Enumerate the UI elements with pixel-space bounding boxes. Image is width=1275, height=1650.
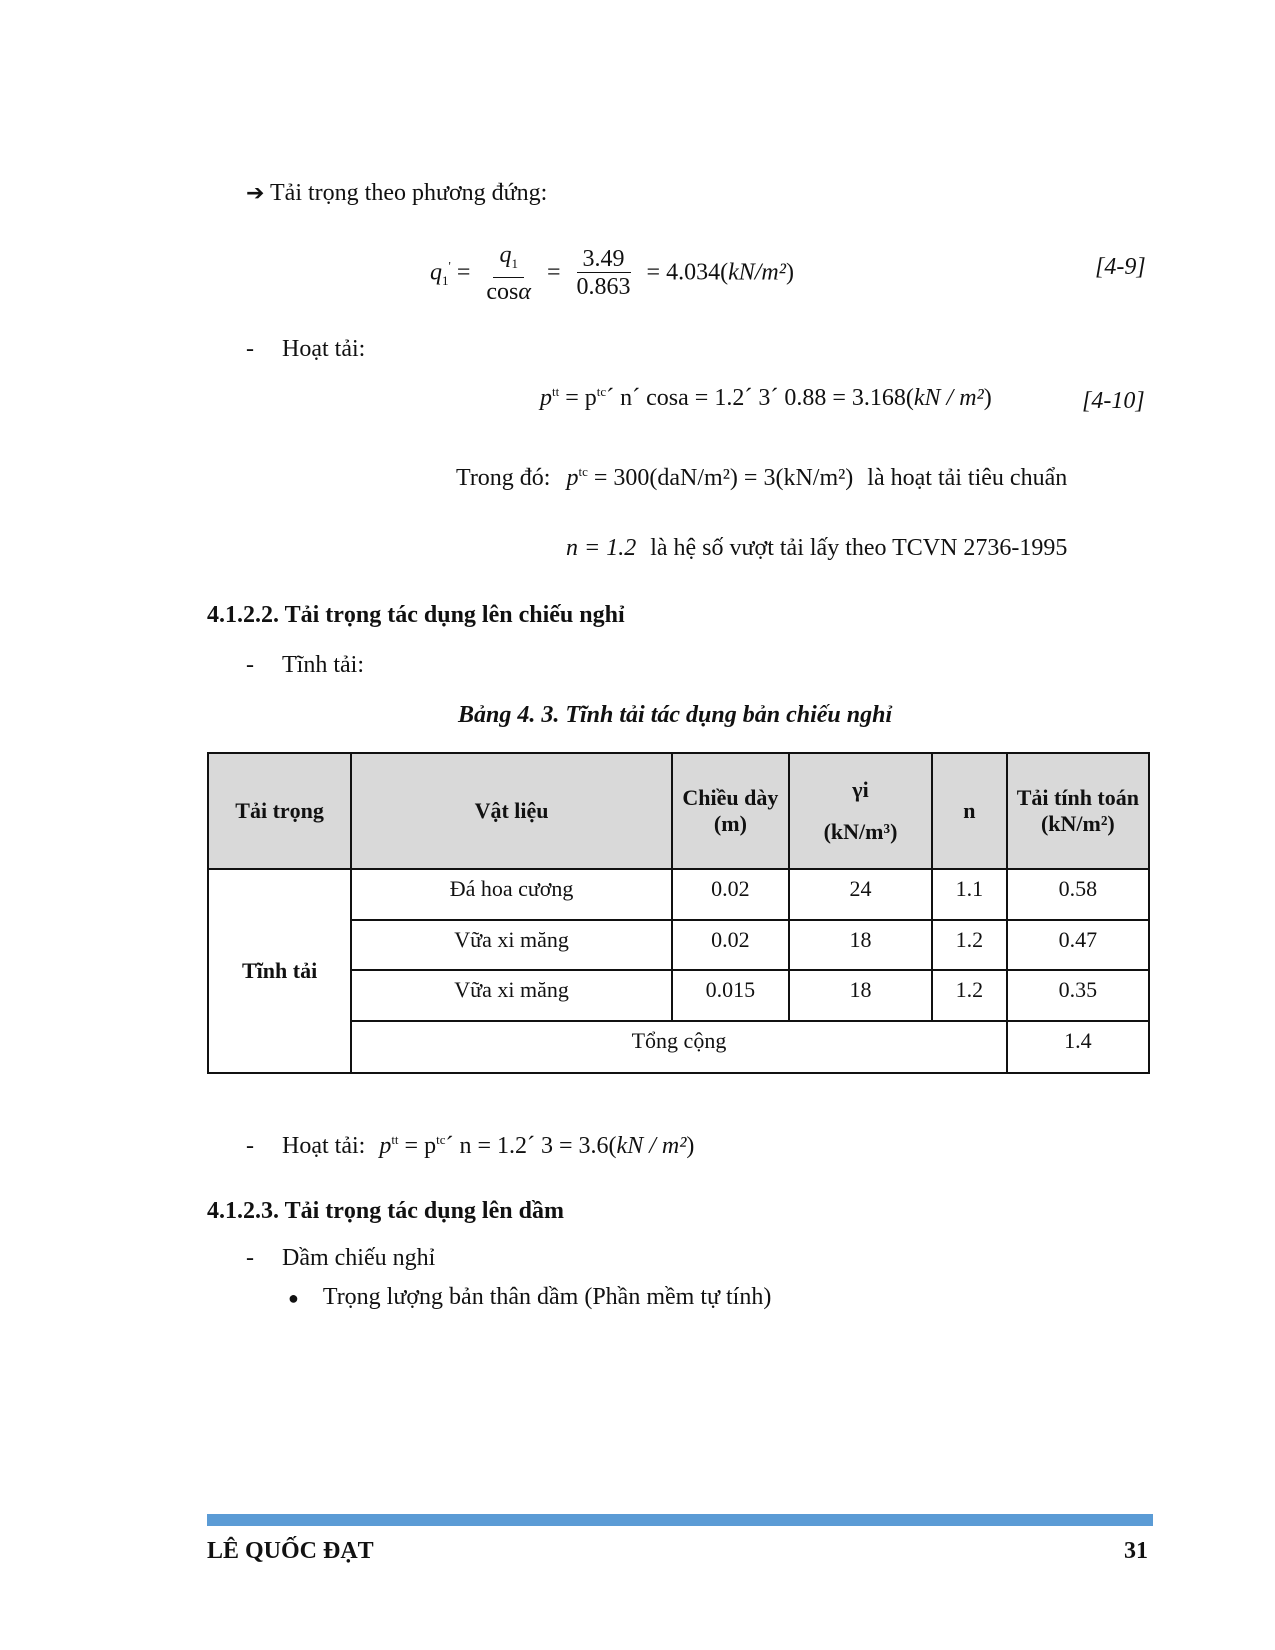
cell-load: 0.58: [1007, 869, 1149, 920]
equation-ref-4-10: [4-10]: [1082, 388, 1145, 414]
live-load-landing-line: - Hoạt tải: $p^{tt}$ = $p^{tc}´$ n = 1.2´ 3 = 3.6(kN / m²): [246, 1132, 695, 1159]
where-line: Trong đó: $p^{tc} = 300(daN/m^2) = 3(kN/m^2)$ là hoạt tải tiêu chuẩn: [456, 464, 1068, 491]
page-number: 31: [1124, 1538, 1148, 1564]
cell-gamma: 18: [789, 970, 932, 1021]
header-design-load: Tải tính toán (kN/m²): [1007, 753, 1149, 869]
total-label: Tổng cộng: [351, 1021, 1007, 1073]
header-material: Vật liệu: [351, 753, 672, 869]
equation-4-9: $q_1'$ = $\frac{q_1}{\cos\alpha}$ = $\frac{3.49}{0.863}$ = 4.034(kN/m²): [430, 242, 794, 305]
table-caption: Bảng 4. 3. Tĩnh tải tác dụng bản chiếu nghỉ: [458, 702, 893, 728]
self-weight-bullet: ● Trọng lượng bản thân dầm (Phần mềm tự tính): [288, 1284, 772, 1310]
dead-load-item: [246, 652, 364, 679]
dash-bullet: -: [246, 1133, 254, 1159]
fraction-q-cos: $\frac{q_1}{\cos\alpha}$: [486, 242, 531, 305]
header-n: n: [932, 753, 1007, 869]
cell-n: 1.2: [932, 920, 1007, 970]
bullet-dot-icon: ●: [288, 1288, 299, 1308]
landing-beam-item: - Dầm chiếu nghỉ: [246, 1245, 436, 1271]
table-row: [208, 869, 1149, 920]
dead-load-table: [207, 752, 1150, 1074]
section-heading-4-1-2-3: 4.1.2.3. Tải trọng tác dụng lên dầm: [207, 1198, 564, 1224]
live-load-item: [246, 336, 365, 363]
footer-bar: [207, 1514, 1153, 1526]
cell-thickness: 0.02: [672, 920, 789, 970]
header-unit-weight: γi (kN/m³): [789, 753, 932, 869]
vertical-load-line: [246, 180, 547, 207]
header-thickness: Chiều dày (m): [672, 753, 789, 869]
equation-ref-4-9: [4-9]: [1095, 254, 1146, 280]
equation-4-10: $p^{tt}$ = $p^{tc}´$ n´ cosa = 1.2´ 3´ 0.88 = 3.168(kN / m²): [540, 384, 992, 411]
cell-material: Đá hoa cương: [351, 869, 672, 920]
live-load-label: Hoạt tải:: [282, 336, 366, 362]
dead-load-label: Tĩnh tải:: [282, 652, 364, 678]
cell-thickness: 0.02: [672, 869, 789, 920]
fraction-values: $\frac{3.49}{0.863}$: [576, 246, 631, 301]
dash-bullet: -: [246, 652, 254, 678]
overload-factor-line: n = 1.2 là hệ số vượt tải lấy theo TCVN 2736-1995: [566, 535, 1068, 561]
group-dead-load: Tĩnh tải: [208, 869, 351, 1073]
right-arrow-icon: ➔: [246, 181, 265, 206]
header-load-type: Tải trọng: [208, 753, 351, 869]
cell-load: 0.35: [1007, 970, 1149, 1021]
cell-thickness: 0.015: [672, 970, 789, 1021]
section-heading-4-1-2-2: 4.1.2.2. Tải trọng tác dụng lên chiếu nghỉ: [207, 602, 625, 628]
cell-material: Vữa xi măng: [351, 920, 672, 970]
table-header-row: [208, 753, 1149, 869]
cell-load: 0.47: [1007, 920, 1149, 970]
cell-n: 1.1: [932, 869, 1007, 920]
cell-gamma: 24: [789, 869, 932, 920]
cell-gamma: 18: [789, 920, 932, 970]
dash-bullet: -: [246, 1245, 254, 1271]
cell-n: 1.2: [932, 970, 1007, 1021]
cell-material: Vữa xi măng: [351, 970, 672, 1021]
vertical-load-text: Tải trọng theo phương đứng:: [270, 180, 548, 206]
footer-author: LÊ QUỐC ĐẠT: [207, 1538, 374, 1564]
dash-bullet: -: [246, 336, 254, 362]
total-value: 1.4: [1007, 1021, 1149, 1073]
